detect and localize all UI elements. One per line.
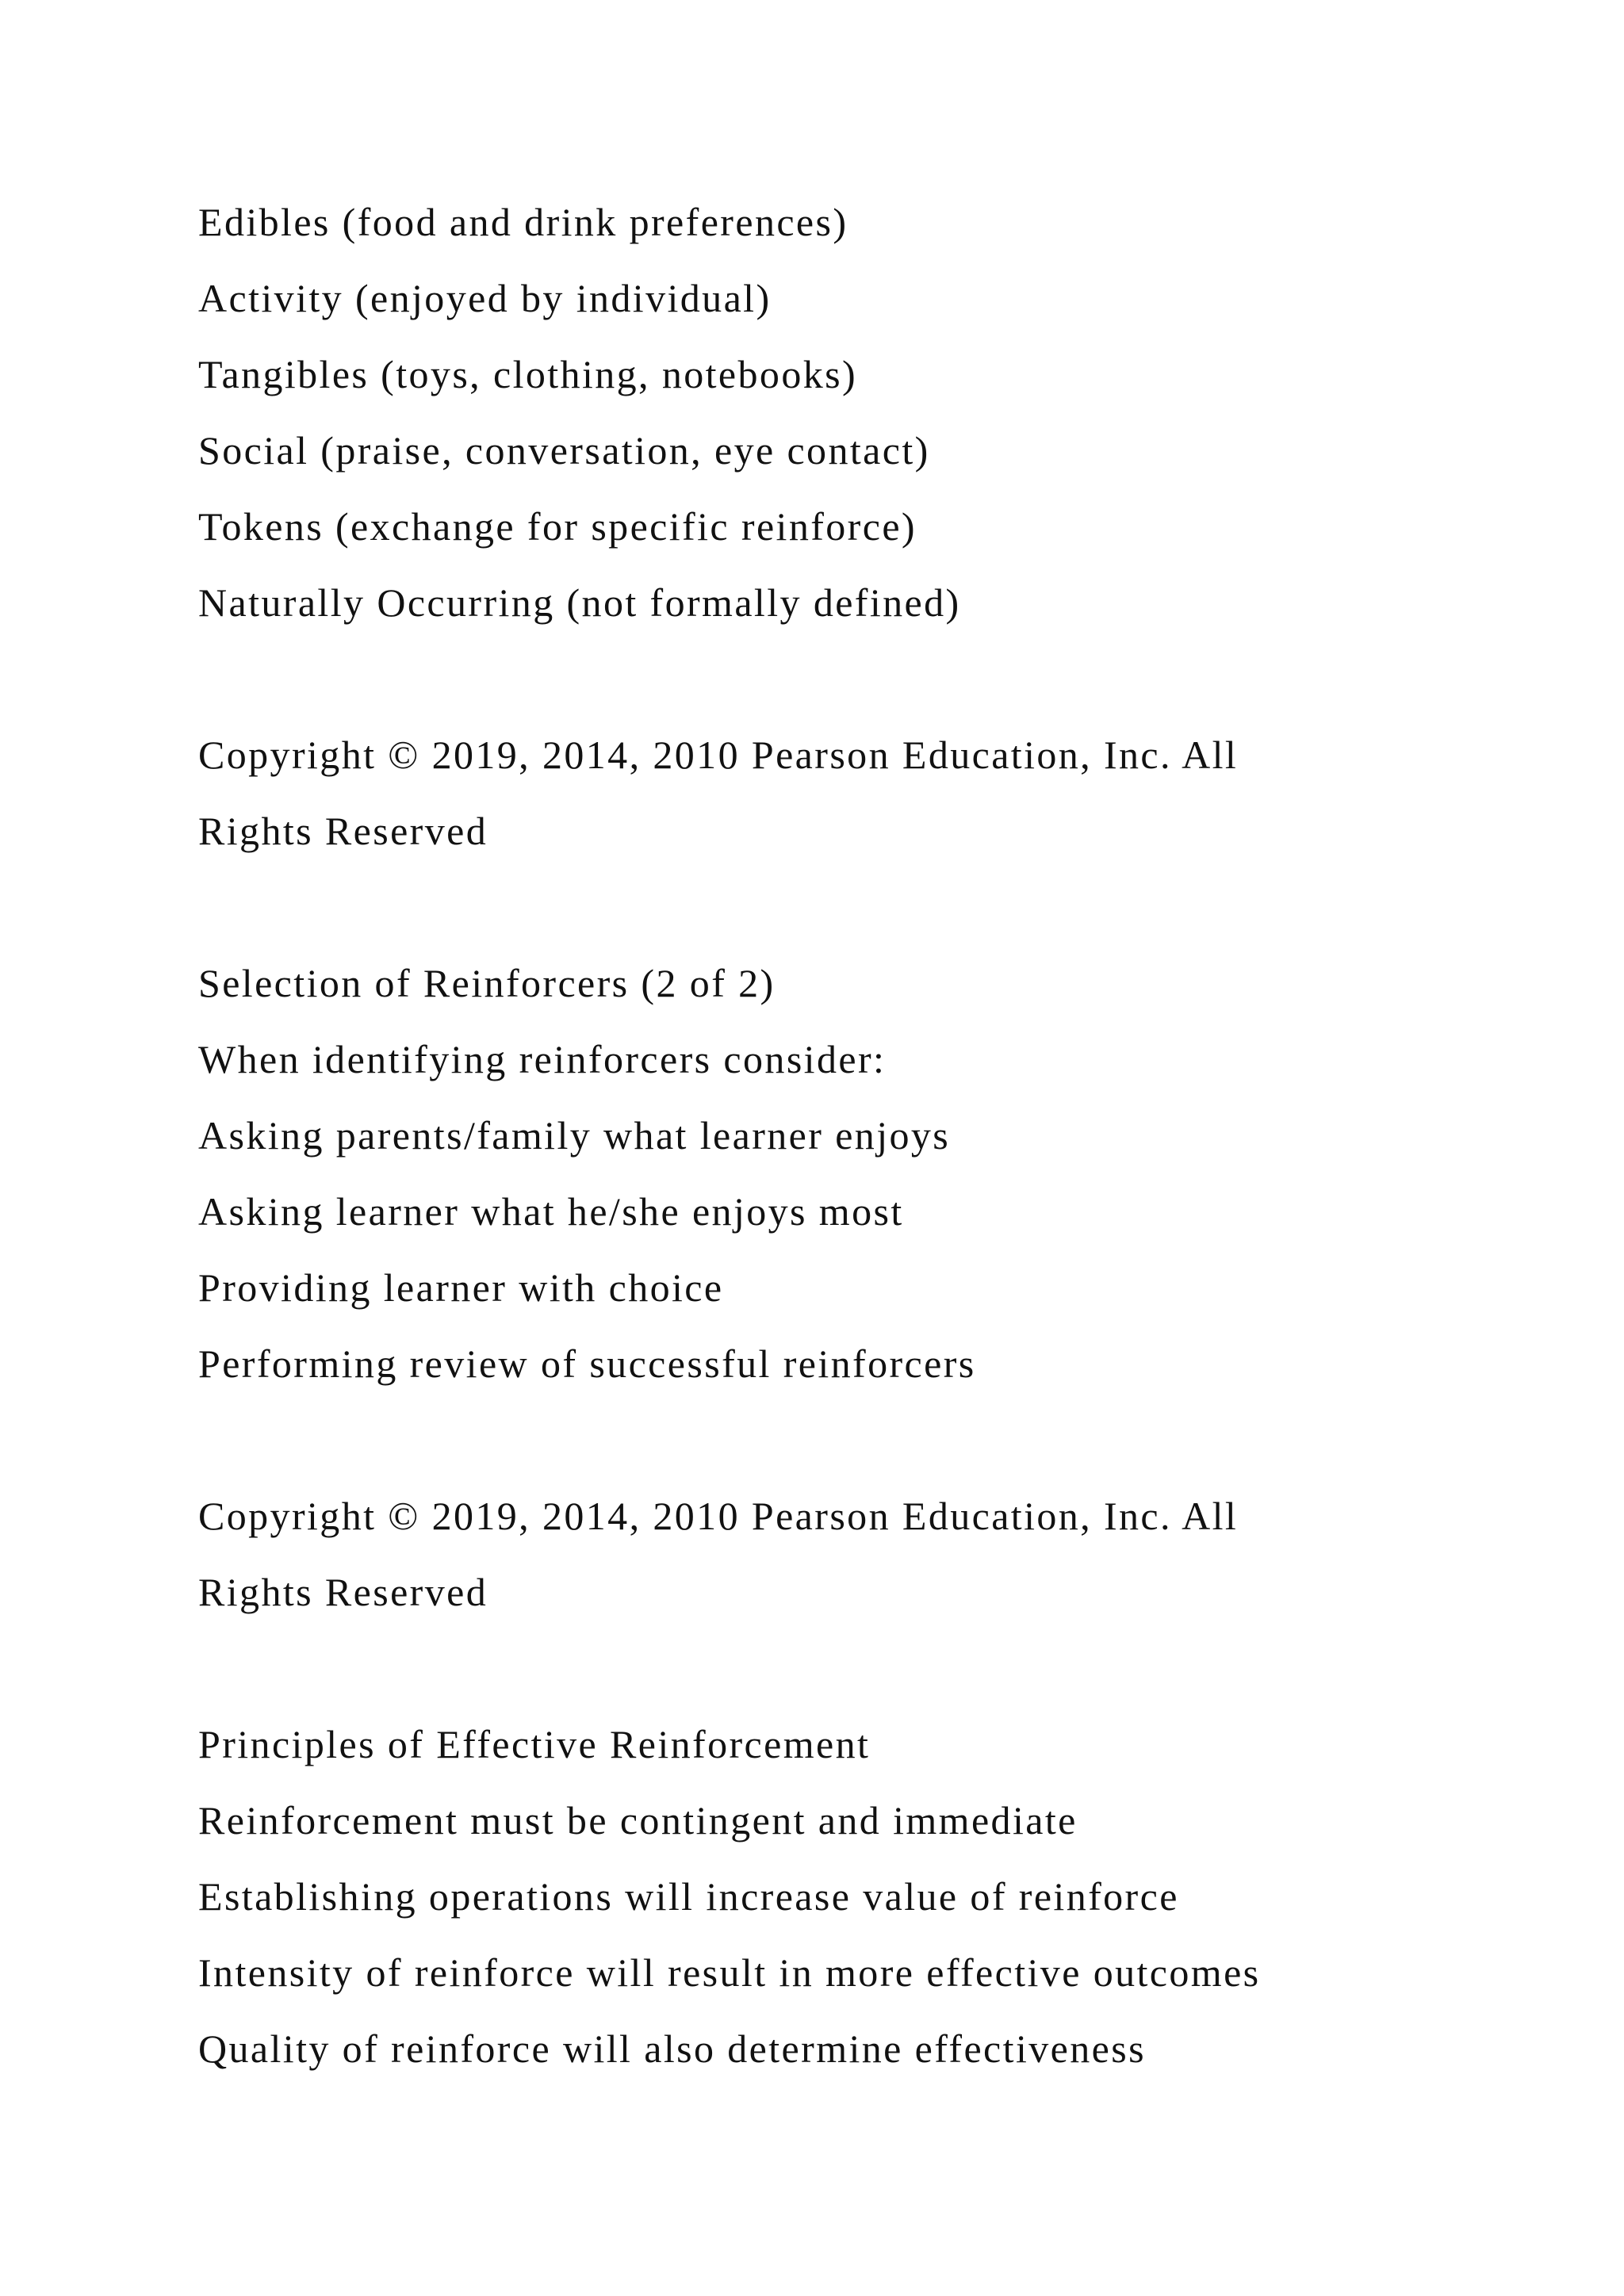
document-body: [198, 184, 1594, 2087]
list-item: When identifying reinforcers consider:: [198, 1037, 887, 1081]
list-item: Naturally Occurring (not formally defined): [198, 580, 961, 625]
spacer: [198, 641, 1594, 717]
spacer: [198, 869, 1594, 945]
list-item: Asking parents/family what learner enjoys: [198, 1113, 951, 1158]
reinforcer-types-list: [198, 184, 1594, 641]
list-item: Asking learner what he/she enjoys most: [198, 1189, 904, 1234]
section-title: Principles of Effective Reinforcement: [198, 1722, 871, 1766]
list-item: Reinforcement must be contingent and immediate: [198, 1798, 1078, 1843]
list-item: Performing review of successful reinforcers: [198, 1341, 976, 1386]
spacer: [198, 1630, 1594, 1706]
list-item: Tokens (exchange for specific reinforce): [198, 504, 917, 549]
list-item: Intensity of reinforce will result in more effective outcomes: [198, 1950, 1261, 1995]
section-title: Selection of Reinforcers (2 of 2): [198, 961, 776, 1005]
copyright-line: Rights Reserved: [198, 809, 488, 853]
list-item: Social (praise, conversation, eye contact): [198, 428, 930, 473]
copyright-notice: [198, 717, 1594, 869]
list-item: Edibles (food and drink preferences): [198, 200, 848, 244]
spacer: [198, 1402, 1594, 1478]
list-item: Activity (enjoyed by individual): [198, 276, 772, 320]
list-item: Tangibles (toys, clothing, notebooks): [198, 352, 858, 396]
selection-of-reinforcers-section: [198, 945, 1594, 1402]
copyright-line: Copyright © 2019, 2014, 2010 Pearson Education, Inc. All: [198, 1494, 1239, 1538]
principles-of-reinforcement-section: [198, 1706, 1594, 2087]
list-item: Quality of reinforce will also determine effectiveness: [198, 2026, 1146, 2071]
copyright-line: Copyright © 2019, 2014, 2010 Pearson Education, Inc. All: [198, 733, 1239, 777]
copyright-line: Rights Reserved: [198, 1570, 488, 1614]
list-item: Providing learner with choice: [198, 1265, 724, 1310]
copyright-notice: [198, 1478, 1594, 1630]
list-item: Establishing operations will increase value of reinforce: [198, 1874, 1179, 1919]
